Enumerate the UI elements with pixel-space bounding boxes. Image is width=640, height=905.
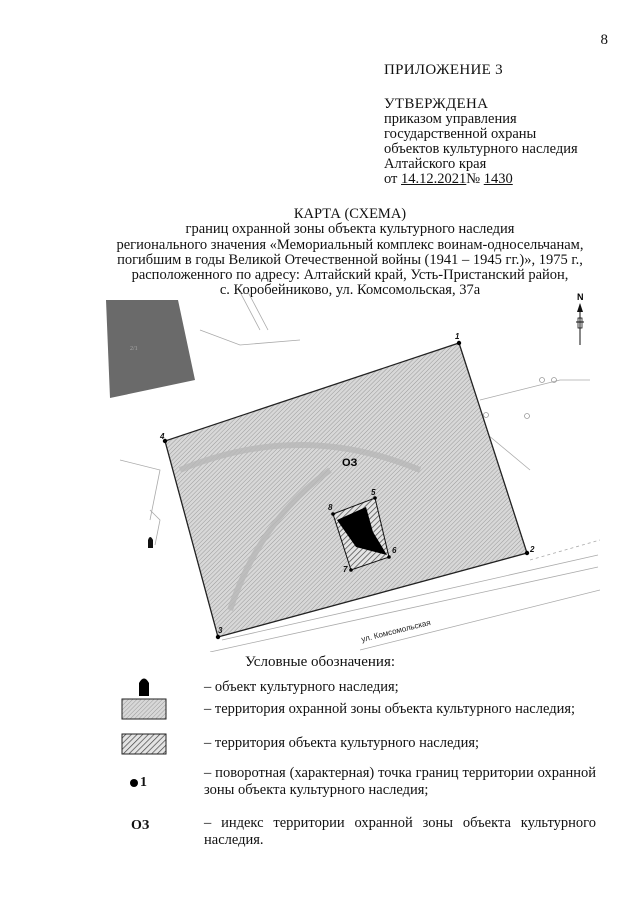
boundary-point-8 bbox=[331, 512, 335, 516]
approval-date-line bbox=[384, 172, 624, 187]
legend-text-point: – поворотная (характерная) точка границ территории охранной зоны объекта культурного наследия; bbox=[204, 765, 596, 798]
boundary-point-7 bbox=[349, 568, 353, 572]
approval-from: от bbox=[384, 171, 398, 187]
street-label: ул. Комсомольская bbox=[360, 617, 432, 644]
zone-label: ОЗ bbox=[342, 457, 358, 469]
building-label: 2/1 bbox=[130, 346, 138, 352]
north-arrow-icon bbox=[576, 303, 584, 345]
page-number: 8 bbox=[600, 32, 608, 48]
legend-title: Условные обозначения: bbox=[244, 654, 396, 670]
approval-date: 14.12.2021 bbox=[401, 171, 467, 187]
approval-line-3: объектов культурного наследия bbox=[384, 141, 578, 157]
point-label-6: 6 bbox=[392, 546, 397, 555]
point-label-1: 1 bbox=[455, 332, 460, 341]
approval-line-4: Алтайского края bbox=[384, 156, 487, 172]
title-line-4: расположенного по адресу: Алтайский край, Усть-Пристанский район, bbox=[131, 267, 569, 284]
north-label: N bbox=[577, 292, 584, 302]
territory-hatch-swatch bbox=[121, 733, 167, 755]
legend-text-index: – индекс территории охранной зоны объекта культурного наследия. bbox=[204, 815, 596, 848]
title-line-3: погибшим в годы Великой Отечественной войны (1941 – 1945 гг.)», 1975 г., bbox=[117, 251, 583, 268]
neighbor-building bbox=[106, 300, 195, 398]
point-label-5: 5 bbox=[371, 488, 376, 497]
boundary-point-6 bbox=[387, 555, 391, 559]
zone-hatch-swatch bbox=[121, 698, 167, 720]
map-title-block bbox=[100, 207, 600, 299]
point-label-2: 2 bbox=[530, 545, 535, 554]
boundary-point-2 bbox=[525, 551, 529, 555]
approval-number-sign: № bbox=[466, 171, 481, 187]
legend-text-zone: – территория охранной зоны объекта культурного наследия; bbox=[204, 701, 576, 717]
approval-block bbox=[384, 97, 624, 187]
approval-number: 1430 bbox=[483, 171, 513, 187]
title-line-5: с. Коробейниково, ул. Комсомольская, 37а bbox=[219, 282, 481, 299]
point-label-8: 8 bbox=[328, 503, 333, 512]
map-title: КАРТА (СХЕМА) bbox=[293, 206, 407, 222]
boundary-point-icon bbox=[129, 778, 139, 788]
boundary-point-3 bbox=[216, 635, 220, 639]
point-label-4: 4 bbox=[160, 432, 165, 441]
legend-zone-index-symbol: ОЗ bbox=[131, 818, 150, 833]
title-line-1: границ охранной зоны объекта культурного наследия bbox=[185, 221, 515, 238]
approval-line-1: приказом управления bbox=[384, 111, 517, 127]
legend-point-symbol: 1 bbox=[140, 775, 147, 790]
heritage-object-icon bbox=[137, 676, 151, 696]
legend-text-object: – объект культурного наследия; bbox=[204, 679, 399, 695]
other-monument-icon bbox=[148, 537, 153, 548]
approval-line-2: государственной охраны bbox=[384, 126, 537, 142]
point-label-7: 7 bbox=[343, 565, 348, 574]
approval-heading: УТВЕРЖДЕНА bbox=[384, 96, 489, 112]
title-line-2: регионального значения «Мемориальный комплекс воинам-односельчанам, bbox=[116, 236, 584, 253]
legend-text-territory: – территория объекта культурного наследия; bbox=[204, 735, 480, 751]
protection-zone-polygon bbox=[165, 343, 527, 637]
point-label-3: 3 bbox=[218, 626, 223, 635]
boundary-point-1 bbox=[457, 341, 461, 345]
map-scheme bbox=[100, 290, 600, 652]
appendix-label: ПРИЛОЖЕНИЕ 3 bbox=[384, 62, 503, 78]
